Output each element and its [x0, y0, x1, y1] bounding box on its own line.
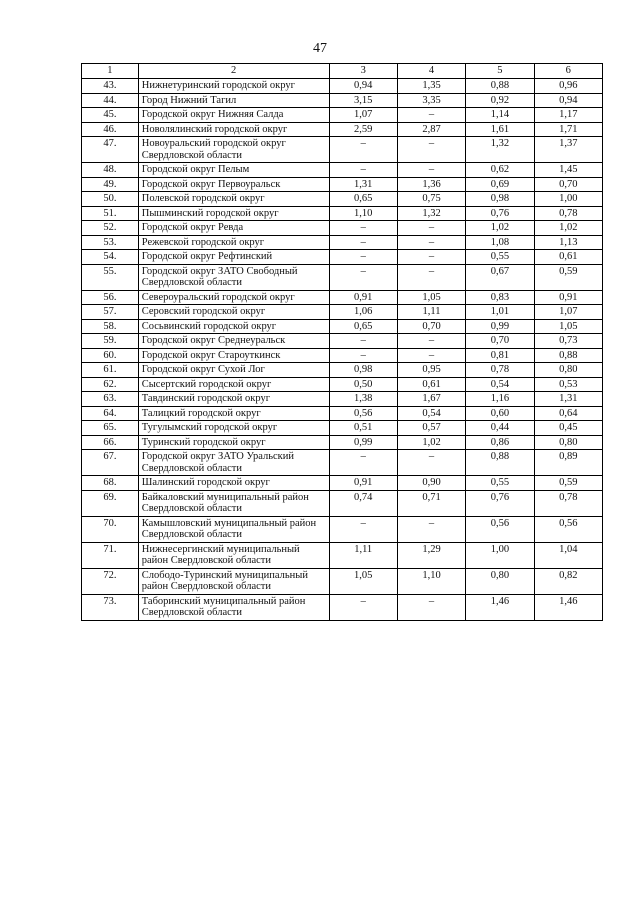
- value-col-3: 1,10: [329, 206, 397, 221]
- value-col-6: 0,64: [534, 406, 602, 421]
- row-number: 53.: [82, 235, 139, 250]
- table-row: [82, 363, 603, 378]
- value-col-4: –: [397, 163, 465, 178]
- row-number: 58.: [82, 319, 139, 334]
- table-row: [82, 108, 603, 123]
- value-col-3: –: [329, 594, 397, 620]
- row-number: 59.: [82, 334, 139, 349]
- table-row: [82, 79, 603, 94]
- column-header: 5: [466, 64, 534, 79]
- value-col-6: 0,59: [534, 476, 602, 491]
- value-col-4: 0,57: [397, 421, 465, 436]
- value-col-5: 0,44: [466, 421, 534, 436]
- table-row: [82, 206, 603, 221]
- municipality-name: Городской округ Ревда: [138, 221, 329, 236]
- value-col-3: 1,31: [329, 177, 397, 192]
- row-number: 72.: [82, 568, 139, 594]
- table-row: [82, 235, 603, 250]
- municipality-name: Слободо-Туринский муниципальный район Свердловской области: [138, 568, 329, 594]
- municipality-name: Пышминский городской округ: [138, 206, 329, 221]
- row-number: 63.: [82, 392, 139, 407]
- value-col-6: 0,56: [534, 516, 602, 542]
- value-col-5: 0,54: [466, 377, 534, 392]
- value-col-4: 0,71: [397, 490, 465, 516]
- value-col-4: 2,87: [397, 122, 465, 137]
- row-number: 64.: [82, 406, 139, 421]
- value-col-5: 1,08: [466, 235, 534, 250]
- row-number: 65.: [82, 421, 139, 436]
- value-col-5: 0,55: [466, 476, 534, 491]
- value-col-5: 1,14: [466, 108, 534, 123]
- table-row: [82, 334, 603, 349]
- row-number: 71.: [82, 542, 139, 568]
- table-row: [82, 377, 603, 392]
- row-number: 68.: [82, 476, 139, 491]
- value-col-5: 0,92: [466, 93, 534, 108]
- municipality-name: Талицкий городской округ: [138, 406, 329, 421]
- column-header: 6: [534, 64, 602, 79]
- value-col-5: 0,78: [466, 363, 534, 378]
- value-col-5: 0,70: [466, 334, 534, 349]
- value-col-6: 0,80: [534, 435, 602, 450]
- table-row: [82, 516, 603, 542]
- table-row: [82, 435, 603, 450]
- row-number: 47.: [82, 137, 139, 163]
- value-col-6: 1,13: [534, 235, 602, 250]
- value-col-6: 1,04: [534, 542, 602, 568]
- table-row: [82, 490, 603, 516]
- value-col-5: 0,81: [466, 348, 534, 363]
- value-col-4: 0,90: [397, 476, 465, 491]
- value-col-4: –: [397, 594, 465, 620]
- value-col-6: 1,07: [534, 305, 602, 320]
- value-col-4: 0,70: [397, 319, 465, 334]
- value-col-3: –: [329, 516, 397, 542]
- value-col-4: 1,67: [397, 392, 465, 407]
- value-col-3: 1,11: [329, 542, 397, 568]
- value-col-3: 0,50: [329, 377, 397, 392]
- value-col-3: –: [329, 334, 397, 349]
- table-row: [82, 221, 603, 236]
- row-number: 54.: [82, 250, 139, 265]
- value-col-3: 0,98: [329, 363, 397, 378]
- value-col-5: 0,83: [466, 290, 534, 305]
- municipality-name: Новолялинский городской округ: [138, 122, 329, 137]
- municipality-name: Городской округ Сухой Лог: [138, 363, 329, 378]
- municipality-name: Новоуральский городской округ Свердловской области: [138, 137, 329, 163]
- row-number: 62.: [82, 377, 139, 392]
- row-number: 55.: [82, 264, 139, 290]
- data-table: [81, 63, 603, 621]
- value-col-6: 1,00: [534, 192, 602, 207]
- municipality-name: Нижнесергинский муниципальный район Свердловской области: [138, 542, 329, 568]
- row-number: 60.: [82, 348, 139, 363]
- value-col-6: 0,61: [534, 250, 602, 265]
- value-col-3: –: [329, 348, 397, 363]
- table-row: [82, 290, 603, 305]
- value-col-4: –: [397, 264, 465, 290]
- value-col-4: 0,54: [397, 406, 465, 421]
- value-col-3: 0,94: [329, 79, 397, 94]
- value-col-5: 1,02: [466, 221, 534, 236]
- municipality-name: Городской округ Первоуральск: [138, 177, 329, 192]
- value-col-3: 2,59: [329, 122, 397, 137]
- municipality-name: Североуральский городской округ: [138, 290, 329, 305]
- value-col-3: 1,05: [329, 568, 397, 594]
- table-row: [82, 421, 603, 436]
- value-col-3: –: [329, 163, 397, 178]
- value-col-6: 1,71: [534, 122, 602, 137]
- value-col-4: –: [397, 334, 465, 349]
- value-col-4: 1,32: [397, 206, 465, 221]
- table-row: [82, 392, 603, 407]
- row-number: 56.: [82, 290, 139, 305]
- value-col-6: 0,96: [534, 79, 602, 94]
- value-col-4: 1,35: [397, 79, 465, 94]
- value-col-6: 0,78: [534, 490, 602, 516]
- value-col-6: 0,91: [534, 290, 602, 305]
- municipality-name: Городской округ Рефтинский: [138, 250, 329, 265]
- value-col-3: –: [329, 264, 397, 290]
- value-col-4: 0,61: [397, 377, 465, 392]
- value-col-4: –: [397, 348, 465, 363]
- row-number: 73.: [82, 594, 139, 620]
- value-col-5: 0,86: [466, 435, 534, 450]
- value-col-3: 0,74: [329, 490, 397, 516]
- value-col-3: 0,56: [329, 406, 397, 421]
- municipality-name: Сысертский городской округ: [138, 377, 329, 392]
- table-row: [82, 568, 603, 594]
- municipality-name: Городской округ ЗАТО Свободный Свердловской области: [138, 264, 329, 290]
- value-col-4: –: [397, 137, 465, 163]
- value-col-5: 0,62: [466, 163, 534, 178]
- value-col-5: 1,00: [466, 542, 534, 568]
- value-col-6: 0,94: [534, 93, 602, 108]
- municipality-name: Режевской городской округ: [138, 235, 329, 250]
- row-number: 52.: [82, 221, 139, 236]
- municipality-name: Сосьвинский городской округ: [138, 319, 329, 334]
- value-col-5: 1,46: [466, 594, 534, 620]
- value-col-6: 1,05: [534, 319, 602, 334]
- value-col-3: 1,38: [329, 392, 397, 407]
- value-col-3: 3,15: [329, 93, 397, 108]
- value-col-4: 3,35: [397, 93, 465, 108]
- row-number: 70.: [82, 516, 139, 542]
- value-col-4: –: [397, 516, 465, 542]
- municipality-name: Байкаловский муниципальный район Свердловской области: [138, 490, 329, 516]
- value-col-6: 1,45: [534, 163, 602, 178]
- value-col-5: 0,80: [466, 568, 534, 594]
- value-col-5: 0,88: [466, 450, 534, 476]
- page-number: 47: [313, 41, 327, 56]
- table-row: [82, 348, 603, 363]
- municipality-name: Туринский городской округ: [138, 435, 329, 450]
- table-row: [82, 476, 603, 491]
- municipality-name: Городской округ Нижняя Салда: [138, 108, 329, 123]
- value-col-4: –: [397, 108, 465, 123]
- value-col-6: 0,78: [534, 206, 602, 221]
- municipality-name: Тавдинский городской округ: [138, 392, 329, 407]
- value-col-3: 0,91: [329, 476, 397, 491]
- row-number: 45.: [82, 108, 139, 123]
- row-number: 67.: [82, 450, 139, 476]
- table-row: [82, 163, 603, 178]
- table-body: [82, 79, 603, 621]
- value-col-5: 0,76: [466, 490, 534, 516]
- row-number: 44.: [82, 93, 139, 108]
- value-col-5: 1,32: [466, 137, 534, 163]
- row-number: 51.: [82, 206, 139, 221]
- row-number: 50.: [82, 192, 139, 207]
- value-col-3: 0,65: [329, 192, 397, 207]
- column-header: 4: [397, 64, 465, 79]
- value-col-6: 0,53: [534, 377, 602, 392]
- value-col-5: 0,55: [466, 250, 534, 265]
- column-header: 2: [138, 64, 329, 79]
- table-row: [82, 177, 603, 192]
- value-col-4: 1,05: [397, 290, 465, 305]
- row-number: 66.: [82, 435, 139, 450]
- table-row: [82, 450, 603, 476]
- value-col-6: 1,46: [534, 594, 602, 620]
- table-row: [82, 122, 603, 137]
- municipality-name: Городской округ Среднеуральск: [138, 334, 329, 349]
- value-col-3: 1,07: [329, 108, 397, 123]
- value-col-4: 1,36: [397, 177, 465, 192]
- value-col-4: 0,75: [397, 192, 465, 207]
- column-header: 1: [82, 64, 139, 79]
- value-col-6: 1,02: [534, 221, 602, 236]
- municipality-name: Нижнетуринский городской округ: [138, 79, 329, 94]
- value-col-4: 1,11: [397, 305, 465, 320]
- municipality-name: Серовский городской округ: [138, 305, 329, 320]
- value-col-5: 1,16: [466, 392, 534, 407]
- table-row: [82, 250, 603, 265]
- value-col-5: 0,69: [466, 177, 534, 192]
- value-col-5: 1,61: [466, 122, 534, 137]
- value-col-4: 1,10: [397, 568, 465, 594]
- value-col-3: 0,65: [329, 319, 397, 334]
- municipality-name: Городской округ ЗАТО Уральский Свердловской области: [138, 450, 329, 476]
- row-number: 57.: [82, 305, 139, 320]
- value-col-5: 0,99: [466, 319, 534, 334]
- municipality-name: Шалинский городской округ: [138, 476, 329, 491]
- value-col-4: 0,95: [397, 363, 465, 378]
- row-number: 43.: [82, 79, 139, 94]
- value-col-3: –: [329, 450, 397, 476]
- value-col-3: –: [329, 221, 397, 236]
- value-col-4: 1,02: [397, 435, 465, 450]
- table-row: [82, 305, 603, 320]
- value-col-6: 1,31: [534, 392, 602, 407]
- municipality-name: Городской округ Пелым: [138, 163, 329, 178]
- value-col-6: 0,70: [534, 177, 602, 192]
- value-col-3: 0,91: [329, 290, 397, 305]
- value-col-3: –: [329, 235, 397, 250]
- value-col-6: 0,89: [534, 450, 602, 476]
- value-col-5: 1,01: [466, 305, 534, 320]
- row-number: 61.: [82, 363, 139, 378]
- value-col-5: 0,60: [466, 406, 534, 421]
- row-number: 49.: [82, 177, 139, 192]
- municipality-name: Городской округ Староуткинск: [138, 348, 329, 363]
- value-col-3: 1,06: [329, 305, 397, 320]
- value-col-4: –: [397, 250, 465, 265]
- row-number: 46.: [82, 122, 139, 137]
- value-col-5: 0,67: [466, 264, 534, 290]
- table-row: [82, 93, 603, 108]
- value-col-6: 1,37: [534, 137, 602, 163]
- table-row: [82, 137, 603, 163]
- value-col-4: –: [397, 235, 465, 250]
- value-col-6: 0,80: [534, 363, 602, 378]
- value-col-4: 1,29: [397, 542, 465, 568]
- table-row: [82, 594, 603, 620]
- municipality-name: Камышловский муниципальный район Свердловской области: [138, 516, 329, 542]
- value-col-4: –: [397, 450, 465, 476]
- municipality-name: Таборинский муниципальный район Свердловской области: [138, 594, 329, 620]
- row-number: 69.: [82, 490, 139, 516]
- table-row: [82, 192, 603, 207]
- municipality-name: Тугулымский городской округ: [138, 421, 329, 436]
- value-col-6: 0,82: [534, 568, 602, 594]
- value-col-5: 0,76: [466, 206, 534, 221]
- value-col-6: 0,73: [534, 334, 602, 349]
- value-col-3: 0,99: [329, 435, 397, 450]
- value-col-5: 0,98: [466, 192, 534, 207]
- table-row: [82, 319, 603, 334]
- value-col-3: –: [329, 250, 397, 265]
- header-row: [82, 64, 603, 79]
- table-row: [82, 542, 603, 568]
- value-col-5: 0,56: [466, 516, 534, 542]
- row-number: 48.: [82, 163, 139, 178]
- column-header: 3: [329, 64, 397, 79]
- table-row: [82, 264, 603, 290]
- value-col-5: 0,88: [466, 79, 534, 94]
- value-col-6: 0,45: [534, 421, 602, 436]
- table-row: [82, 406, 603, 421]
- value-col-6: 0,88: [534, 348, 602, 363]
- municipality-name: Город Нижний Тагил: [138, 93, 329, 108]
- value-col-6: 0,59: [534, 264, 602, 290]
- value-col-3: –: [329, 137, 397, 163]
- value-col-6: 1,17: [534, 108, 602, 123]
- municipality-name: Полевской городской округ: [138, 192, 329, 207]
- value-col-4: –: [397, 221, 465, 236]
- value-col-3: 0,51: [329, 421, 397, 436]
